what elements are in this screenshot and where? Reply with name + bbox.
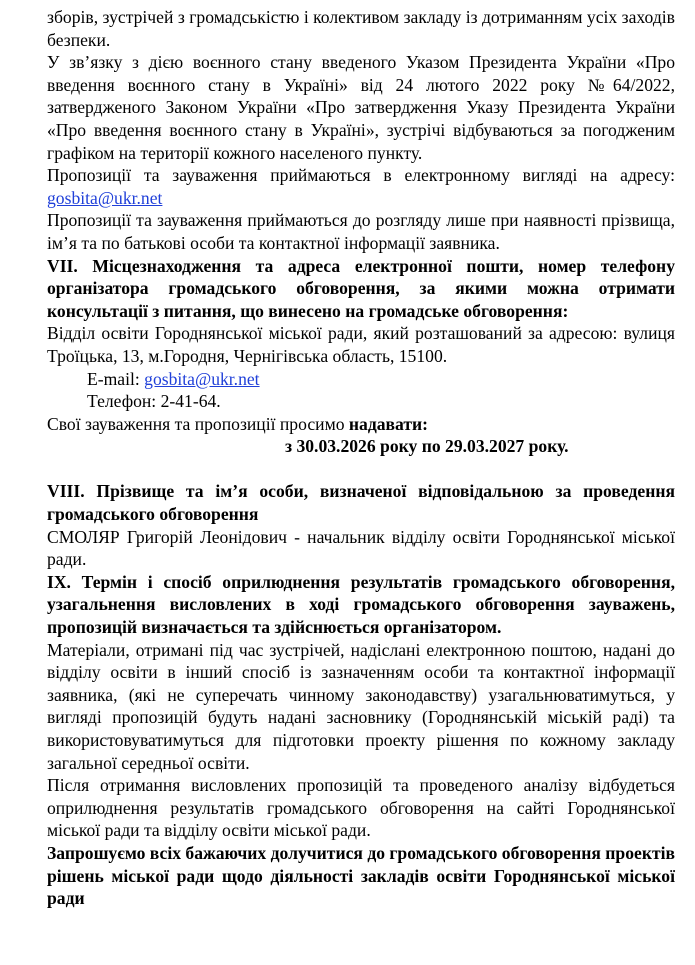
submit-bold: надавати: [348,413,429,434]
email-link-2[interactable]: gosbita@ukr.net [144,368,260,389]
paragraph-requirements: Пропозиції та зауваження приймаються до розгляду лише при наявності прізвища, ім’я та по батькові особи та контактної інформації заявника. [47,210,675,253]
paragraph-martial-law: У зв’язку з дією воєнного стану введеного Указом Президента України «Про введення воєнного стану в Україні» від 24 лютого 2022 року №64/2022, затвердженого Законом України «Про затвердження Указу Президента України «Про введення воєнного стану в Україні», зустрічі відбуваються за погодженим графіком на території кожного населеного пункту. [47,52,675,163]
section-7-heading: VII. Місцезнаходження та адреса електронної пошти, номер телефону організатора громадського обговорення, за якими можна отримати консультації з питання, що винесено на громадське обговорення: [47,255,675,321]
section-7-dates: з 30.03.2026 року по 29.03.2027 року. [285,436,569,457]
submission-text: Пропозиції та зауваження приймаються в електронному вигляді на адресу: [47,165,675,186]
document-page [47,6,675,910]
section-7-email [47,368,675,391]
paragraph-electronic-submission [47,164,675,209]
section-7-phone: Телефон: 2-41-64. [87,391,221,412]
email-link[interactable]: gosbita@ukr.net [47,187,163,208]
section-9-heading: IX. Термін і спосіб оприлюднення результатів громадського обговорення, узагальнення висловлених в ході громадського обговорення зауважень, пропозицій визначається та здійснюється організатором. [47,571,675,638]
paragraph-safety: зборів, зустрічей з громадськістю і колективом закладу із дотриманням усіх заходів безпеки. [47,7,675,50]
section-9-publication: Після отримання висловлених пропозицій та проведеного аналізу відбудеться оприлюднення результатів громадського обговорення на сайті Городнянської міської ради та відділу освіти міської ради. [47,775,675,841]
section-8-heading: VIII. Прізвище та ім’я особи, визначеної відповідальною за проведення громадського обговорення [47,481,675,525]
section-8-person: СМОЛЯР Григорій Леонідович - начальник відділу освіти Городнянської міської ради. [47,526,675,570]
section-7-address: Відділ освіти Городнянської міської ради, який розташований за адресою: вулиця Троїцька, 13, м.Городня, Чернігівська область, 15100. [47,323,675,366]
spacer [47,458,675,481]
section-9-invitation: Запрошуємо всіх бажаючих долучитися до громадського обговорення проектів рішень міської ради щодо діяльності закладів освіти Городнянської міської ради [47,842,675,909]
section-9-materials: Матеріали, отримані під час зустрічей, надіслані електронною поштою, надані до відділу освіти в інший спосіб із зазначенням особи та контактної інформації заявника, (які не суперечать чинному законодавству) узагальнюватимуться, у вигляді пропозицій будуть надані засновнику (Городнянській міській раді) та використовуватимуться для підготовки проекту рішення по кожному закладу загальної середньої освіти. [47,639,675,773]
email-label: E-mail: [87,368,145,389]
section-7-submit [47,413,675,436]
submit-text: Свої зауваження та пропозиції просимо [47,413,349,434]
